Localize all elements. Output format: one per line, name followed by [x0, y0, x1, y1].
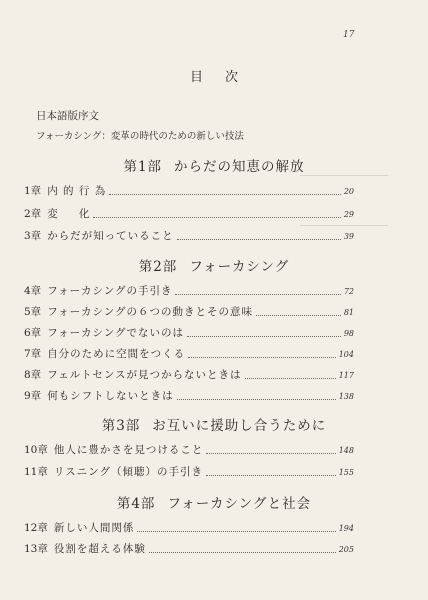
part-label: 第2部 — [138, 259, 178, 275]
toc-entry[interactable] — [24, 228, 354, 244]
chapter-number: 6章 — [24, 327, 42, 339]
part-heading — [0, 414, 428, 434]
chapter-number: 11章 — [24, 466, 48, 478]
chapter-title: 役割を超える体験 — [53, 543, 146, 555]
leader-dots — [109, 193, 341, 195]
toc-title: 目次 — [189, 70, 260, 85]
toc-entry[interactable] — [24, 304, 354, 320]
leader-dots — [175, 293, 340, 295]
chapter-number: 1章 — [24, 185, 42, 197]
leader-dots — [93, 216, 340, 218]
toc-entry[interactable] — [24, 206, 354, 222]
toc-entry[interactable] — [24, 388, 354, 404]
chapter-title: 他人に豊かさを見つけること — [53, 444, 204, 456]
chapter-number: 10章 — [24, 444, 48, 456]
chapter-title: からだが知っていること — [47, 230, 174, 242]
part-label: 第4部 — [116, 496, 156, 512]
toc-entry[interactable] — [24, 346, 354, 362]
part-title: からだの知恵の解放 — [174, 159, 305, 175]
front-matter-preface: 日本語版序文 — [36, 110, 99, 122]
chapter-title: フォーカシングでないのは — [47, 327, 184, 339]
leader-dots — [177, 398, 336, 400]
toc-entry[interactable] — [24, 520, 354, 536]
chapter-title: フォーカシングの手引き — [47, 285, 173, 297]
chapter-title: 自分のために空間をつくる — [47, 348, 186, 360]
chapter-page: 20 — [343, 187, 354, 196]
chapter-title: リスニング（傾聴）の手引き — [53, 466, 203, 478]
chapter-number: 12章 — [24, 522, 48, 534]
leader-dots — [188, 356, 336, 358]
chapter-number: 2章 — [24, 208, 42, 220]
part-title: フォーカシングと社会 — [167, 496, 312, 512]
chapter-number: 8章 — [24, 369, 42, 381]
chapter-number: 5章 — [24, 306, 42, 318]
chapter-page: 117 — [338, 371, 354, 380]
chapter-title: 何もシフトしないときは — [47, 390, 174, 402]
show-through-rule — [300, 175, 388, 176]
part-title: お互いに援助し合うために — [152, 418, 327, 434]
toc-entry[interactable] — [24, 464, 354, 480]
part-label: 第3部 — [101, 418, 141, 434]
leader-dots — [149, 551, 336, 553]
leader-dots — [206, 452, 335, 454]
part-label: 第1部 — [123, 159, 163, 175]
part-title: フォーカシング — [189, 259, 290, 275]
chapter-title: 新しい人間関係 — [53, 522, 135, 534]
chapter-page: 39 — [343, 232, 354, 241]
leader-dots — [256, 314, 341, 316]
toc-entry[interactable] — [24, 442, 354, 458]
chapter-number: 7章 — [24, 348, 42, 360]
front-matter-essay: フォーカシング：変革の時代のための新しい技法 — [36, 131, 244, 142]
chapter-page: 72 — [343, 287, 354, 296]
chapter-title: 内 的 行 為 — [47, 185, 107, 197]
chapter-page: 155 — [338, 468, 354, 477]
leader-dots — [137, 530, 335, 532]
part-heading — [0, 155, 428, 175]
chapter-number: 13章 — [24, 543, 48, 555]
toc-entry[interactable] — [24, 325, 354, 341]
toc-entry[interactable] — [24, 541, 354, 557]
chapter-page: 138 — [338, 392, 354, 401]
toc-entry[interactable] — [24, 183, 354, 199]
part-heading — [0, 255, 428, 275]
chapter-page: 29 — [343, 210, 354, 219]
chapter-number: 3章 — [24, 230, 42, 242]
leader-dots — [187, 335, 341, 337]
chapter-page: 148 — [338, 446, 354, 455]
chapter-title: フェルトセンスが見つからないときは — [47, 369, 242, 381]
chapter-page: 98 — [343, 329, 354, 338]
part-heading — [0, 492, 428, 512]
toc-entry[interactable] — [24, 283, 354, 299]
chapter-number: 4章 — [24, 285, 42, 297]
leader-dots — [177, 238, 341, 240]
chapter-page: 194 — [338, 524, 354, 533]
chapter-title: フォーカシングの６つの動きとその意味 — [47, 306, 253, 318]
chapter-page: 81 — [343, 308, 354, 317]
show-through-rule — [300, 225, 388, 226]
toc-entry[interactable] — [24, 367, 354, 383]
chapter-page: 104 — [338, 350, 354, 359]
chapter-title: 変 化 — [47, 208, 91, 220]
leader-dots — [245, 377, 336, 379]
page-number: 17 — [343, 30, 355, 40]
chapter-page: 205 — [338, 545, 354, 554]
leader-dots — [206, 474, 336, 476]
chapter-number: 9章 — [24, 390, 42, 402]
